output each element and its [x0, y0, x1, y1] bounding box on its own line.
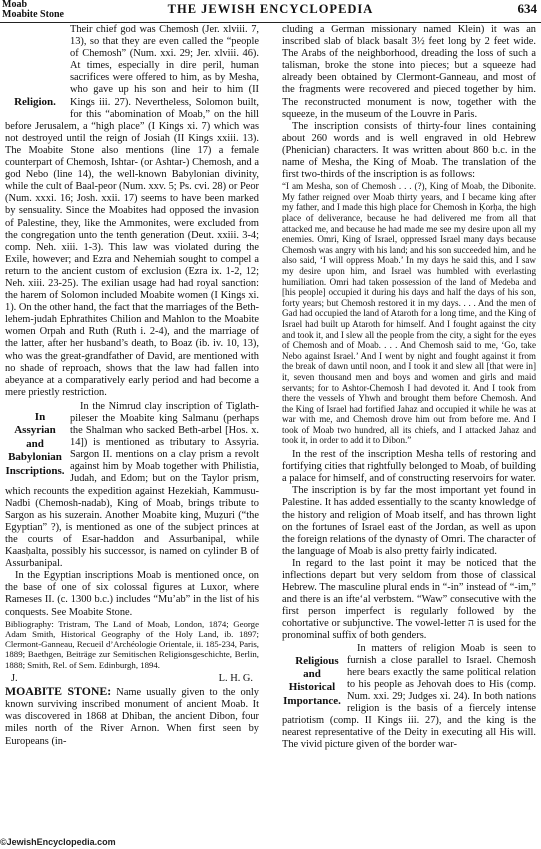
paragraph: In the Egyptian inscriptions Moab is mentioned once, on the base of one of six colossal figures at Luxor, where Rameses II. (c. 1300 b.c.) includes “Mu’ab” in the list of his conquests. See Moabite Stone.	[5, 570, 259, 618]
paragraph: Religion. Their chief god was Chemosh (Jer. xlviii. 7, 13), so that they are even called the “people of Chemosh” (Num. xxi. 29; Jer. xlviii. 46). At times, especially in dire peril, human sacrifices were offered to him, as by Mesha, who gave up his son and heir to him (II Kings iii. 27). Nevertheless, Solomon built, for this “abomination of Moab,” on the hill before Jerusalem, a “high place” (I Kings xi. 7) which was not destroyed until the reign of Josiah (II Kings xxiii. 13). The Moabite Stone also mentions (line 17) a female counterpart of Chemosh, Ishtar- (or Ashtar-) Chemosh, and a god Nebo (line 14), the well-known Babylonian divinity, while the cult of Baal-peor (Num. xxv. 5; Ps. cvi. 28) or Peor (Num. xxxi. 16; Josh. xxii. 17) seems to have been marked by sensuality. Since the Moabites had opposed the invasion of Palestine, they, like the Ammonites, were excluded from the congregation unto the tenth generation (Deut. xxiii. 3-4; comp. Neh. xiii. 1-3). This law was violated during the Exile, however; and Ezra and Nehemiah sought to compel a return to the ancient custom of exclusion (Ezra ix. 1-2, 12; Neh. xiii. 23-25). The exilian usage had had royal sanction: the harem of Solomon included Moabite women (I Kings xi. 1). On the other hand, the fact that the marriages of the Beth-lehem-judah Ephrathites Chilion and Mahlon to the Moabite women Orpah and Ruth (Ruth i. 2-4), and the marriage of the latter, after her husband’s death, to Boaz (ib. iv. 10, 13), who was the great-grandfather of David, are mentioned with no shade of reproach, shows that the law had fallen into abeyance at a comparatively early period and had become a mere priestly restriction.	[5, 24, 259, 398]
entry-text: Name usually given to the only known surviving inscribed monument of ancient Moab. It was discovered in 1868 at Dhiban, the ancient Dibon, four miles north of the River Arnon. When first seen by Europeans (in-	[5, 687, 260, 747]
paragraph-text: In matters of religion Moab is seen to furnish a close parallel to Israel. Chemosh here bears exactly the same political relation to his people as Jehovah does to His (comp. Num. xxi. 29; Judges xi. 24). In both nations religion is the basis of a fiercely intense patriotism (comp. II Kings iii. 27), and the king is the nearest representative of the Deity in executing all His will. The vivid picture given of the border war-	[282, 642, 536, 751]
paragraph: The inscription is by far the most important yet found in Palestine. It has added essentially to the scanty knowledge of the history and religion of Moab itself, and has thrown light on the fortunes of Israel east of the Jordan, as well as upon the foreign relations of the dynasty of Omri. The character of the language of Moab is also pretty fairly indicated.	[282, 485, 536, 557]
left-column	[5, 24, 259, 748]
translation-quote: “I am Mesha, son of Chemosh . . . (?), King of Moab, the Dibonite. My father reigned over Moab thirty years, and I became king after my father, and I made this high place for Chemosh in Ḳorḥa, the high place of deliverance, because he had delivered me from all that attacked me, and because he had made me see my desire upon all my enemies. Omri, King of Israel, oppressed Israel many days because Chemosh was angry with his land; and his son succeeded him, and he also said, ‘I will oppress Moab.’ In my days he said this, and I saw my desire upon him, and Israel was humbled with everlasting humiliation. Omri had taken possession of the land of Medeba and [his people] occupied it during his days and half the days of his son, forty years; but Chemosh restored it in my days. . . . And the men of Gad had occupied the land of Ataroth for a long time, and the King of Israel had built up Ataroth for himself. And I fought against the city and took it, and I slew all the people from the city, a sight for the eyes of Chemosh and of Moab. . . . And Chemosh said to me, ‘Go, take Nebo against Israel.’ And I went by night and fought against it from the break of dawn until noon, and I took it and slew all [that were in] it, seven thousand men and boys and women and girls and maid servants; for to Ashtor-Chemosh I had devoted it. And I took from there the vessels of Yhwh and brought them before Chemosh. And the King of Israel had fortified Jahaz and occupied it while he was at war with me, and Chemosh drove him out from before me. And I took of Moab two hundred, all its chiefs, and I attacked Jahaz and took it, in order to add it to Dibon.”	[282, 181, 536, 446]
site-watermark: ©JewishEncyclopedia.com	[0, 837, 116, 847]
page-number: 634	[517, 1, 537, 16]
entry-title: MOABITE STONE:	[5, 684, 112, 699]
page-header	[0, 0, 541, 23]
paragraph: In regard to the last point it may be noticed that the inflections depart but very seldom from those of classical Hebrew. The masculine plural ends in “-in” instead of “-im,” and there is an ifte‘al verbstem. “Waw” consecutive with the first person imperfect is regularly followed by the cohortative or subjunctive. The vowel-letter ה is used for the pronominal suffix of both genders.	[282, 557, 536, 642]
paragraph	[5, 401, 259, 570]
paragraph: The inscription consists of thirty-four lines containing about 260 words and is well engraved in old Hebrew (Phenician) characters. It was written about 860 b.c. in the name of Mesha, the King of Moab. The translation of the first two-thirds of the inscription is as follows:	[282, 120, 536, 181]
entry-first: Moab	[2, 0, 27, 10]
entry-start	[5, 685, 259, 747]
right-column	[282, 24, 536, 751]
entry-last: Moabite Stone	[2, 9, 64, 20]
paragraph: cluding a German missionary named Klein) it was an inscribed slab of black basalt 3½ feet long by 2 feet wide. The Arabs of the neighborhood, dreading the loss of such a talisman, broke the stone into pieces; but a squeeze had already been obtained by Clermont-Ganneau, and most of the fragments were recovered and pieced together by him. The reconstructed monument is now, together with the squeeze, in the museum of the Louvre in Paris.	[282, 24, 536, 120]
signature-left: J.	[11, 673, 18, 685]
signature-right: L. H. G.	[218, 673, 253, 685]
paragraph: In the rest of the inscription Mesha tells of restoring and fortifying cities that rightfully belonged to Moab, of building a palace for himself, and of constructing reservoirs for water.	[282, 449, 536, 485]
side-heading: Religious and Historical Importance.	[283, 654, 341, 707]
journal-title: THE JEWISH ENCYCLOPEDIA	[167, 2, 374, 16]
paragraph	[282, 643, 536, 752]
side-heading: In Assyrian and Babylonian Inscriptions.	[5, 410, 65, 477]
paragraph-text: In the Nimrud clay inscription of Tiglath-pileser the Moabite king Salmanu (perhaps the Shalman who sacked Beth-arbel [Hos. x. 14]) is mentioned as tributary to Assyria. Sargon II. mentions on a clay prism a revolt against him by Moab together with Philistia, Judah, and Edom; but on the Taylor prism, which recounts the expedition against Hezekiah, Kammusu-Nadbi (Chemosh-nadab), King of Moab, brings tribute to Sargon as his suzerain. Another Moabite king, Muẓuri (“the Egyptian” ?), is mentioned as one of the subject princes at the courts of Esar-haddon and Assurbanipal, while Kaasḥalta, possibly his successor, is named on cylinder B of Assurbanipal.	[5, 400, 259, 570]
side-heading: Religion.	[14, 96, 56, 108]
bibliography: Bibliography: Tristram, The Land of Moab, London, 1874; George Adam Smith, Historical Geography of the Holy Land, ib. 1897; Clermont-Ganneau, Recueil d’Archéologie Orientale, ii. 185-234, Paris, 1889; Baethgen, Beiträge zur Semitischen Religionsgeschichte, Berlin, 1888; Smith, Rel. of Sem. Edinburgh, 1894.	[5, 618, 259, 670]
